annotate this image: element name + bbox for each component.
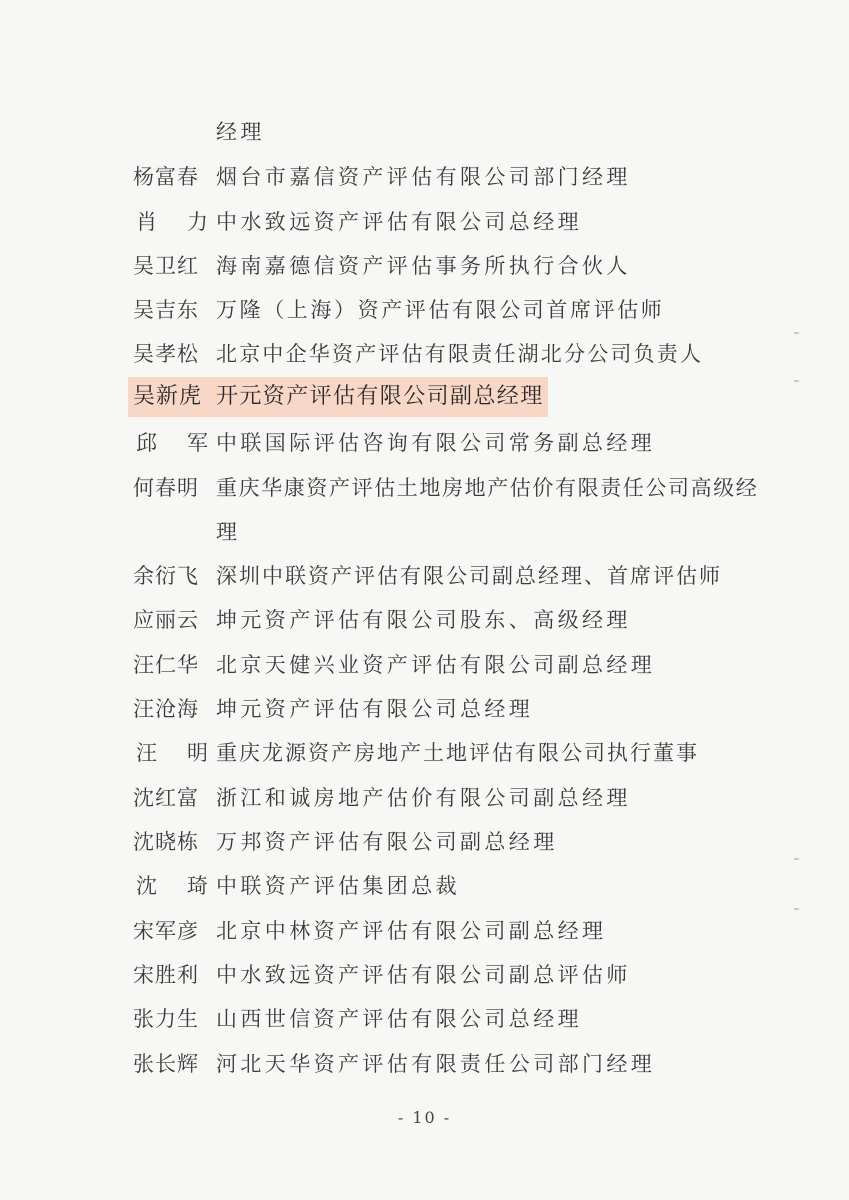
person-name: 张长辉: [133, 1052, 199, 1076]
person-name: 余衍飞: [133, 564, 199, 588]
person-name: 汪明: [136, 741, 238, 765]
page-number: - 10 -: [397, 1108, 452, 1127]
person-title: 中水致远资产评估有限公司副总评估师: [216, 963, 631, 987]
person-title: 中联资产评估集团总裁: [216, 874, 460, 898]
continuation-line: 经理: [216, 120, 265, 144]
person-name: 何春明: [133, 476, 199, 500]
person-name: 汪仁华: [133, 653, 199, 677]
person-title: 深圳中联资产评估有限公司副总经理、首席评估师: [216, 564, 722, 588]
scan-speck: [794, 380, 799, 382]
person-name: 沈琦: [136, 874, 238, 898]
person-name: 宋军彦: [133, 919, 199, 943]
person-name: 沈晓栋: [133, 830, 199, 854]
person-name: 吴吉东: [133, 298, 199, 322]
person-title: 海南嘉德信资产评估事务所执行合伙人: [216, 254, 631, 278]
person-title: 中联国际评估咨询有限公司常务副总经理: [216, 431, 656, 455]
person-title: 北京中企华资产评估有限责任湖北分公司负责人: [216, 342, 704, 366]
person-title: 开元资产评估有限公司副总经理: [216, 384, 544, 409]
person-name: 张力生: [133, 1007, 199, 1031]
person-name: 沈红富: [133, 786, 199, 810]
person-title: 重庆龙源资产房地产土地评估有限公司执行董事: [216, 741, 699, 765]
person-title: 浙江和诚房地产估价有限公司副总经理: [216, 786, 631, 810]
person-title: 坤元资产评估有限公司股东、高级经理: [216, 608, 631, 632]
person-title: 中水致远资产评估有限公司总经理: [216, 210, 582, 234]
person-title: 坤元资产评估有限公司总经理: [216, 697, 534, 721]
person-title: 万隆（上海）资产评估有限公司首席评估师: [216, 298, 665, 322]
scan-speck: [794, 908, 799, 910]
person-title: 重庆华康资产评估土地房地产估价有限责任公司高级经: [216, 476, 759, 500]
person-title: 万邦资产评估有限公司副总经理: [216, 830, 558, 854]
person-name: 肖力: [136, 210, 238, 234]
person-name: 应丽云: [133, 608, 199, 632]
scan-speck: [794, 858, 799, 860]
person-name: 汪沧海: [133, 697, 199, 721]
person-name: 吴孝松: [133, 342, 199, 366]
continuation-line: 理: [216, 520, 241, 544]
person-title: 北京中林资产评估有限公司副总经理: [216, 919, 607, 943]
scan-speck: [794, 332, 799, 334]
person-title: 河北天华资产评估有限责任公司部门经理: [216, 1052, 656, 1076]
person-title: 北京天健兴业资产评估有限公司副总经理: [216, 653, 656, 677]
person-name: 吴卫红: [133, 254, 199, 278]
person-title: 山西世信资产评估有限公司总经理: [216, 1007, 582, 1031]
person-name: 杨富春: [133, 165, 199, 189]
person-title: 烟台市嘉信资产评估有限公司部门经理: [216, 165, 631, 189]
person-name: 邱军: [136, 431, 238, 455]
person-name: 吴新虎: [133, 384, 203, 409]
person-name: 宋胜利: [133, 963, 199, 987]
